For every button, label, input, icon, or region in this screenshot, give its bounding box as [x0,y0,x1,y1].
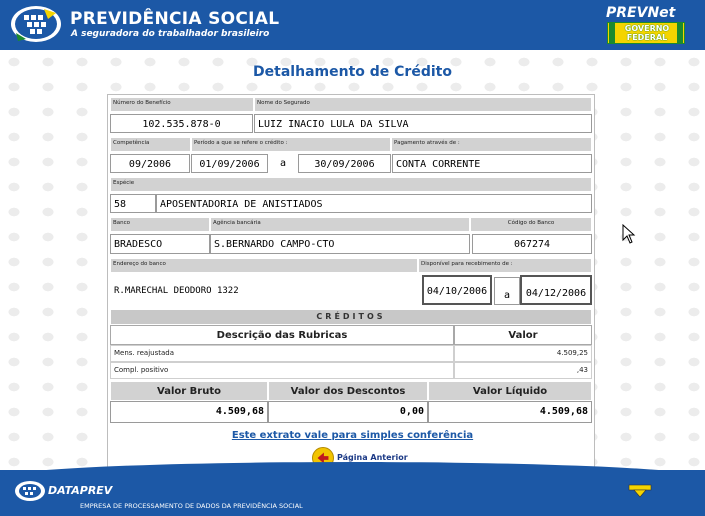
site-header [0,0,705,50]
pagamento-label: Pagamento através de : [391,137,592,152]
agencia-value: S.BERNARDO CAMPO-CTO [210,234,470,254]
periodo-label: Período a que se refere o crédito : [191,137,391,152]
beneficio-number-label: Número do Benefício [110,97,254,112]
pagamento-value: CONTA CORRENTE [392,154,592,173]
prevnet-logo: PREVNet [606,5,676,21]
rubrica-row-1-valor: 4.509,25 [454,345,592,362]
banco-value: BRADESCO [110,234,210,254]
content-area [0,50,705,470]
agencia-label: Agência bancária [210,217,470,232]
dataprev-logo-icon [14,480,46,502]
disponivel-fim-value: 04/12/2006 [520,275,592,305]
rubrica-row-1-descricao: Mens. reajustada [110,345,454,362]
previdencia-logo-icon [10,5,62,43]
brand-title: PREVIDÊNCIA SOCIAL [70,9,280,29]
scroll-down-icon[interactable] [628,484,652,498]
valor-descontos-value: 0,00 [268,401,428,423]
periodo-fim-value: 30/09/2006 [298,154,391,173]
competencia-label: Competência [110,137,191,152]
valor-bruto-label: Valor Bruto [110,381,268,401]
rubrica-row-2-descricao: Compl. positivo [110,362,454,379]
banco-label: Banco [110,217,210,232]
disponivel-inicio-value: 04/10/2006 [422,275,492,305]
disponivel-label: Disponível para recebimento de : [418,258,592,273]
dataprev-name: DATAPREV [48,484,113,497]
brand-subtitle: A seguradora do trabalhador brasileiro [71,29,270,39]
rubricas-column-header: Descrição das Rubricas [110,325,454,345]
periodo-inicio-value: 01/09/2006 [191,154,268,173]
valor-column-header: Valor [454,325,592,345]
valor-descontos-label: Valor dos Descontos [268,381,428,401]
valor-liquido-value: 4.509,68 [428,401,592,423]
valor-liquido-label: Valor Líquido [428,381,592,401]
back-page-label: Página Anterior [337,453,408,462]
especie-codigo-value: 58 [110,194,156,213]
segurado-name-value: LUIZ INACIO LULA DA SILVA [254,114,592,133]
dataprev-subtitle: EMPRESA DE PROCESSAMENTO DE DADOS DA PREVIDÊNCIA SOCIAL [80,502,303,510]
governo-federal-badge: GOVERNO FEDERAL [607,22,685,44]
site-footer [0,470,705,516]
especie-label: Espécie [110,177,592,192]
endereco-value: R.MARECHAL DEODORO 1322 [110,275,418,305]
valor-bruto-value: 4.509,68 [110,401,268,423]
creditos-header: CRÉDITOS [110,309,592,325]
simple-conference-link[interactable]: Este extrato vale para simples conferência [231,430,474,441]
competencia-value: 09/2006 [110,154,190,173]
codigo-banco-label: Código do Banco [470,217,592,232]
endereco-label: Endereço do banco [110,258,418,273]
beneficio-number-value: 102.535.878-0 [110,114,253,133]
page-title: Detalhamento de Crédito [253,64,452,80]
codigo-banco-value: 067274 [472,234,592,254]
periodo-separator: a [279,158,287,169]
especie-descricao-value: APOSENTADORIA DE ANISTIADOS [156,194,592,213]
disponivel-separator: a [494,277,520,305]
credit-detail-panel [107,94,595,474]
mouse-cursor-icon [622,224,636,244]
rubrica-row-2-valor: ,43 [454,362,592,379]
segurado-name-label: Nome do Segurado [254,97,592,112]
